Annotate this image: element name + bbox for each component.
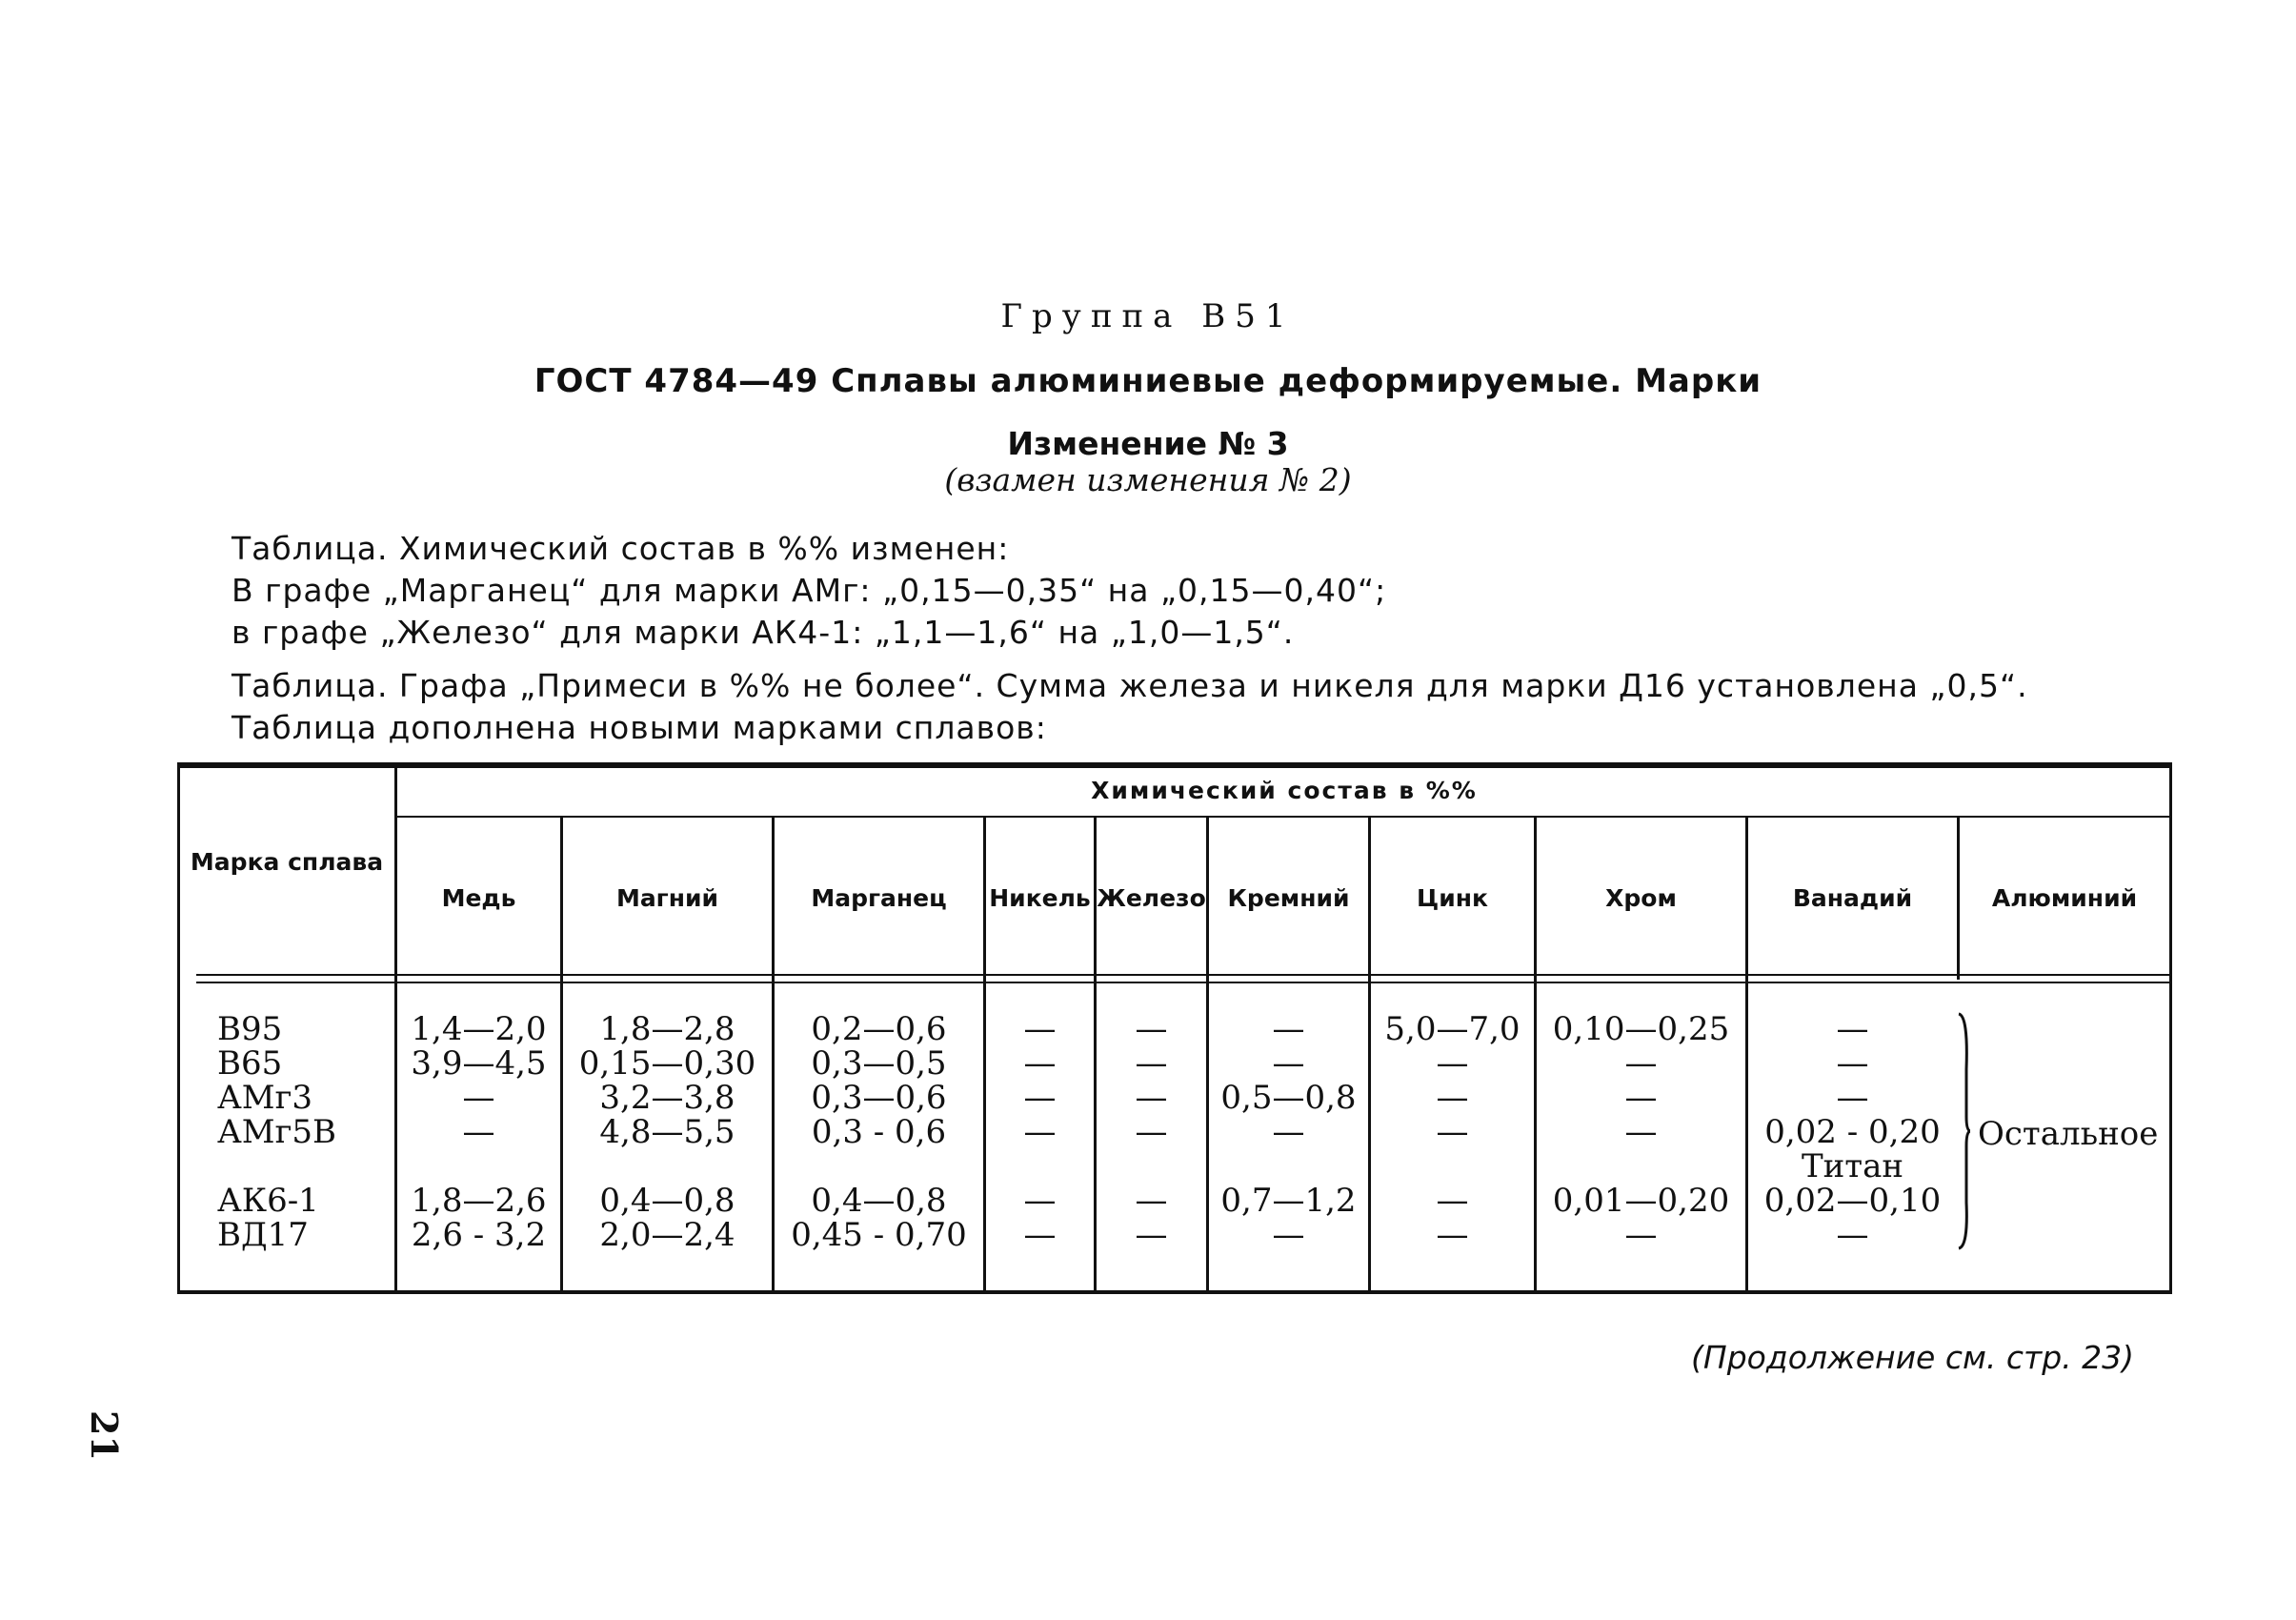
value-cell: 0,4—0,8 (599, 1182, 735, 1220)
value-cell: — (1135, 1044, 1168, 1083)
value-cell: — (1436, 1182, 1469, 1220)
value-cell: — (462, 1079, 495, 1117)
alloy-composition-table (177, 762, 2172, 1296)
table-border (177, 762, 180, 1294)
value-cell: — (1436, 1044, 1469, 1083)
change-replacement: (взамен изменения № 2) (944, 461, 1352, 498)
column-header-vanadium: Ванадий (1792, 884, 1913, 912)
right-brace-icon (1957, 1012, 1970, 1250)
value-cell: — (1023, 1044, 1057, 1083)
value-cell (986, 1149, 1094, 1184)
value-cell: — (1624, 1216, 1658, 1254)
value-cell: — (1023, 1010, 1057, 1048)
column-header-silicon: Кремний (1227, 884, 1350, 912)
document-title: ГОСТ 4784—49 Сплавы алюминиевые деформируемые. Марки (534, 362, 1762, 400)
table-top-rule (177, 762, 2172, 768)
column-header-aluminium: Алюминий (1991, 884, 2138, 912)
silicon-column (1209, 1012, 1368, 1252)
paragraph: В графе „Марганец“ для марки АМг: „0,15—0,35“ на „0,15—0,40“; (232, 572, 1387, 609)
value-cell: 0,5—0,8 (1220, 1079, 1357, 1117)
value-cell: — (1624, 1113, 1658, 1151)
column-header-manganese: Марганец (811, 884, 947, 912)
paragraph: в графе „Железо“ для марки АК4-1: „1,1—1,6“ на „1,0—1,5“. (232, 614, 1295, 651)
value-cell: 0,3—0,5 (811, 1044, 947, 1083)
value-cell: — (1836, 1044, 1869, 1083)
mark-column-header: Марка сплава (190, 848, 384, 876)
change-number: Изменение № 3 (1007, 425, 1289, 462)
value-cell: 0,15—0,30 (578, 1044, 756, 1083)
value-cell: — (1624, 1044, 1658, 1083)
value-cell: 0,02 - 0,20 (1764, 1113, 1941, 1151)
value-cell: — (1023, 1079, 1057, 1117)
value-cell: — (1436, 1216, 1469, 1254)
value-cell: 1,4—2,0 (411, 1010, 547, 1048)
value-cell: — (1023, 1182, 1057, 1220)
value-cell: 0,45 - 0,70 (791, 1216, 967, 1254)
column-header-magnesium: Магний (615, 884, 719, 912)
chromium-column (1537, 1012, 1745, 1252)
header-body-rule (196, 974, 2169, 976)
value-cell: 1,8—2,8 (599, 1010, 735, 1048)
manganese-column (775, 1012, 983, 1252)
value-cell: 3,9—4,5 (411, 1044, 547, 1083)
value-cell: — (1135, 1216, 1168, 1254)
mark-cell: ВД17 (217, 1216, 309, 1254)
composition-group-header: Химический состав в %% (1091, 777, 1478, 804)
page-number: 21 (83, 1410, 126, 1461)
value-cell: 3,2—3,8 (599, 1079, 735, 1117)
value-cell: 0,2—0,6 (811, 1010, 947, 1048)
value-cell: 0,7—1,2 (1220, 1182, 1357, 1220)
value-cell: — (1272, 1010, 1305, 1048)
value-cell: 4,8—5,5 (599, 1113, 735, 1151)
zinc-column (1371, 1012, 1534, 1252)
mark-cell: АК6-1 (217, 1182, 319, 1220)
value-cell: — (1135, 1182, 1168, 1220)
value-cell: — (1836, 1079, 1869, 1117)
paragraph: Таблица. Графа „Примеси в %% не более“. Сумма железа и никеля для марки Д16 установлена „0,5“. (232, 667, 2028, 704)
value-cell: — (1023, 1216, 1057, 1254)
value-cell: 5,0—7,0 (1384, 1010, 1521, 1048)
value-cell: — (1436, 1079, 1469, 1117)
value-cell (1371, 1149, 1534, 1184)
value-cell (563, 1149, 772, 1184)
value-cell: — (1135, 1010, 1168, 1048)
value-cell: 2,0—2,4 (599, 1216, 735, 1254)
value-cell: — (1272, 1113, 1305, 1151)
value-cell (1537, 1149, 1745, 1184)
aluminium-remainder: Остальное (1978, 1115, 2159, 1153)
value-cell: — (1135, 1079, 1168, 1117)
value-cell: 2,6 - 3,2 (411, 1216, 547, 1254)
value-cell: 0,3—0,6 (811, 1079, 947, 1117)
paragraph: Таблица. Химический состав в %% изменен: (232, 530, 1010, 567)
mark-cell: В65 (217, 1044, 283, 1083)
mark-cell: АМг5В (217, 1113, 336, 1151)
value-cell: — (1836, 1216, 1869, 1254)
value-cell: 0,10—0,25 (1552, 1010, 1730, 1048)
value-cell: — (1135, 1113, 1168, 1151)
value-cell: 0,02—0,10 (1763, 1182, 1942, 1220)
value-cell: Титан (1801, 1147, 1904, 1185)
mark-cell (217, 1149, 336, 1184)
table-bottom-rule (177, 1290, 2172, 1294)
value-cell: — (1624, 1079, 1658, 1117)
value-cell: 0,01—0,20 (1552, 1182, 1730, 1220)
copper-column (397, 1012, 560, 1252)
value-cell: — (1272, 1216, 1305, 1254)
column-header-iron: Железо (1097, 884, 1206, 912)
iron-column (1097, 1012, 1206, 1252)
column-header-nickel: Никель (989, 884, 1091, 912)
nickel-column (986, 1012, 1094, 1252)
value-cell: — (1272, 1044, 1305, 1083)
paragraph: Таблица дополнена новыми марками сплавов: (232, 709, 1047, 746)
group-code: Группа В51 (1000, 297, 1296, 335)
column-header-chromium: Хром (1605, 884, 1677, 912)
column-header-copper: Медь (441, 884, 516, 912)
value-cell: 0,3 - 0,6 (811, 1113, 947, 1151)
magnesium-column (563, 1012, 772, 1252)
value-cell (1097, 1149, 1206, 1184)
continuation-note: (Продолжение см. стр. 23) (1691, 1339, 2134, 1376)
value-cell: — (1436, 1113, 1469, 1151)
column-header-zinc: Цинк (1417, 884, 1488, 912)
table-border (2169, 762, 2172, 1294)
mark-column (217, 1012, 336, 1252)
value-cell (1209, 1149, 1368, 1184)
value-cell: — (1023, 1113, 1057, 1151)
value-cell: 1,8—2,6 (411, 1182, 547, 1220)
header-rule (397, 816, 2169, 818)
value-cell (397, 1149, 560, 1184)
header-body-rule (196, 982, 2169, 983)
value-cell: — (1836, 1010, 1869, 1048)
vanadium-column (1748, 1012, 1957, 1252)
mark-cell: В95 (217, 1010, 283, 1048)
value-cell: 0,4—0,8 (811, 1182, 947, 1220)
value-cell (775, 1149, 983, 1184)
mark-cell: АМг3 (217, 1079, 313, 1117)
value-cell: — (462, 1113, 495, 1151)
